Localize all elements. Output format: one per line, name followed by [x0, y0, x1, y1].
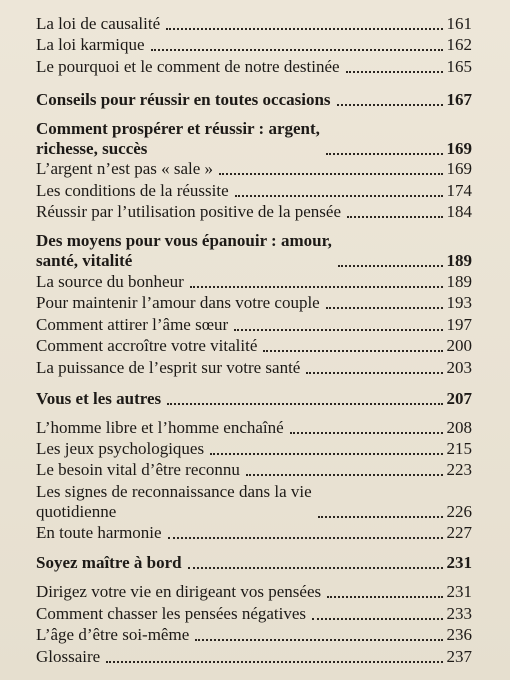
dot-leader: [166, 27, 442, 30]
toc-section-title-line2: santé, vitalité: [36, 251, 133, 271]
toc-entry-reconnu: [36, 460, 472, 480]
toc-entry-chasser: [36, 604, 472, 624]
toc-entry-sante: [36, 358, 472, 378]
toc-section-autres: [36, 389, 472, 409]
toc-entry-title: Pour maintenir l’amour dans votre couple: [36, 293, 320, 313]
dot-leader: [190, 285, 443, 288]
toc-entry-bonheur: [36, 272, 472, 292]
toc-entry-title: Réussir par l’utilisation positive de la pensée: [36, 202, 341, 222]
toc-section-epanouir: [36, 231, 472, 271]
toc-entry-title: Dirigez votre vie en dirigeant vos pensées: [36, 582, 322, 602]
toc-entry-ame-soeur: [36, 315, 472, 335]
toc-entry-destinee: [36, 57, 472, 77]
toc-entry-page: 215: [446, 438, 472, 458]
toc-entry-page: 189: [446, 272, 472, 292]
dot-leader: [337, 103, 443, 106]
toc-entry-title: Comment accroître votre vitalité: [36, 336, 258, 356]
toc-section-title-line2: richesse, succès: [36, 138, 148, 158]
toc-entry-title: Le besoin vital d’être reconnu: [36, 460, 240, 480]
toc-entry-page: 197: [446, 314, 472, 334]
toc-section-page: 189: [446, 251, 472, 271]
toc-entry-page: 223: [446, 460, 472, 480]
dot-leader: [263, 349, 442, 352]
toc-entry-title: La loi de causalité: [36, 14, 161, 33]
dot-leader: [347, 215, 443, 218]
toc-entry-page: 161: [446, 14, 472, 33]
toc-entry-argent: [36, 159, 472, 179]
toc-entry-page: 162: [446, 35, 472, 55]
toc-section-title: [36, 231, 332, 271]
toc-entry-page: 193: [446, 293, 472, 313]
toc-entry-title: Comment chasser les pensées négatives: [36, 603, 307, 623]
toc-entry-title: L’homme libre et l’homme enchaîné: [36, 417, 284, 437]
dot-leader: [234, 328, 442, 331]
dot-leader: [326, 306, 443, 309]
toc-section-title-line1: Comment prospérer et réussir : argent,: [36, 118, 320, 138]
dot-leader: [306, 371, 442, 374]
toc-entry-age: [36, 625, 472, 645]
toc-entry-title: Les jeux psychologiques: [36, 438, 205, 458]
toc-section-maitre: [36, 553, 472, 573]
dot-leader: [219, 172, 442, 175]
dot-leader: [326, 152, 443, 155]
dot-leader: [246, 473, 443, 476]
toc-entry-loi-karmique: [36, 35, 472, 55]
dot-leader: [312, 617, 442, 620]
dot-leader: [167, 402, 442, 405]
dot-leader: [338, 264, 443, 267]
toc-entry-loi-causalite: [36, 14, 472, 34]
toc-entry-homme-libre: [36, 418, 472, 438]
toc-entry-title: Le pourquoi et le comment de notre destinée: [36, 56, 340, 76]
toc-entry-pensee: [36, 202, 472, 222]
toc-entry-title: [36, 482, 312, 522]
toc-entry-conditions: [36, 181, 472, 201]
toc-entry-title-line1: Les signes de reconnaissance dans la vie: [36, 481, 312, 501]
dot-leader: [290, 431, 443, 434]
toc-entry-page: 227: [446, 522, 472, 542]
toc-entry-jeux: [36, 439, 472, 459]
toc-section-prosperer: [36, 119, 472, 159]
toc-entry-page: 174: [446, 180, 472, 200]
dot-leader: [188, 566, 443, 569]
toc-section-page: 169: [446, 138, 472, 158]
toc-entry-title: Comment attirer l’âme sœur: [36, 314, 229, 334]
dot-leader: [235, 194, 443, 197]
toc-entry-title: L’âge d’être soi-même: [36, 625, 190, 645]
toc-section-page: 207: [446, 388, 472, 408]
toc-entry-title: La source du bonheur: [36, 272, 184, 292]
dot-leader: [168, 536, 443, 539]
dot-leader: [327, 595, 442, 598]
toc-entry-page: 200: [446, 336, 472, 356]
toc-entry-title: Les conditions de la réussite: [36, 180, 229, 200]
dot-leader: [210, 452, 442, 455]
toc-section-conseils: [36, 90, 472, 110]
toc-section-title: Conseils pour réussir en toutes occasions: [36, 89, 331, 109]
toc-entry-page: 233: [446, 603, 472, 623]
toc-entry-title: La loi karmique: [36, 35, 145, 55]
toc-entry-page: 236: [446, 625, 472, 645]
toc-entry-vitalite: [36, 336, 472, 356]
toc-entry-page: 165: [446, 56, 472, 76]
dot-leader: [346, 70, 443, 73]
toc-entry-page: 184: [446, 202, 472, 222]
toc-entry-title: La puissance de l’esprit sur votre santé: [36, 357, 301, 377]
toc-entry-title: L’argent n’est pas « sale »: [36, 159, 214, 179]
toc-entry-page: 203: [446, 357, 472, 377]
toc-entry-title: Glossaire: [36, 646, 101, 666]
dot-leader: [318, 515, 443, 518]
toc-entry-harmonie: [36, 523, 472, 543]
dot-leader: [106, 660, 442, 663]
toc-entry-title-line2: quotidienne: [36, 501, 117, 521]
toc-section-page: 167: [446, 89, 472, 109]
toc-entry-page: 237: [446, 646, 472, 666]
toc-entry-couple: [36, 293, 472, 313]
toc-entry-signes: [36, 482, 472, 522]
toc-section-title: Soyez maître à bord: [36, 553, 182, 573]
toc-entry-glossaire: [36, 647, 472, 667]
toc-entry-page: 226: [446, 501, 472, 521]
toc-section-title-line1: Des moyens pour vous épanouir : amour,: [36, 231, 332, 251]
toc-entry-dirigez: [36, 582, 472, 602]
toc-entry-page: 169: [446, 159, 472, 179]
toc-section-page: 231: [446, 553, 472, 573]
toc-section-title: [36, 119, 320, 159]
dot-leader: [195, 638, 442, 641]
dot-leader: [151, 48, 443, 51]
toc-section-title: Vous et les autres: [36, 388, 162, 408]
toc-entry-page: 208: [446, 417, 472, 437]
toc-entry-page: 231: [446, 582, 472, 602]
toc-entry-title: En toute harmonie: [36, 522, 162, 542]
